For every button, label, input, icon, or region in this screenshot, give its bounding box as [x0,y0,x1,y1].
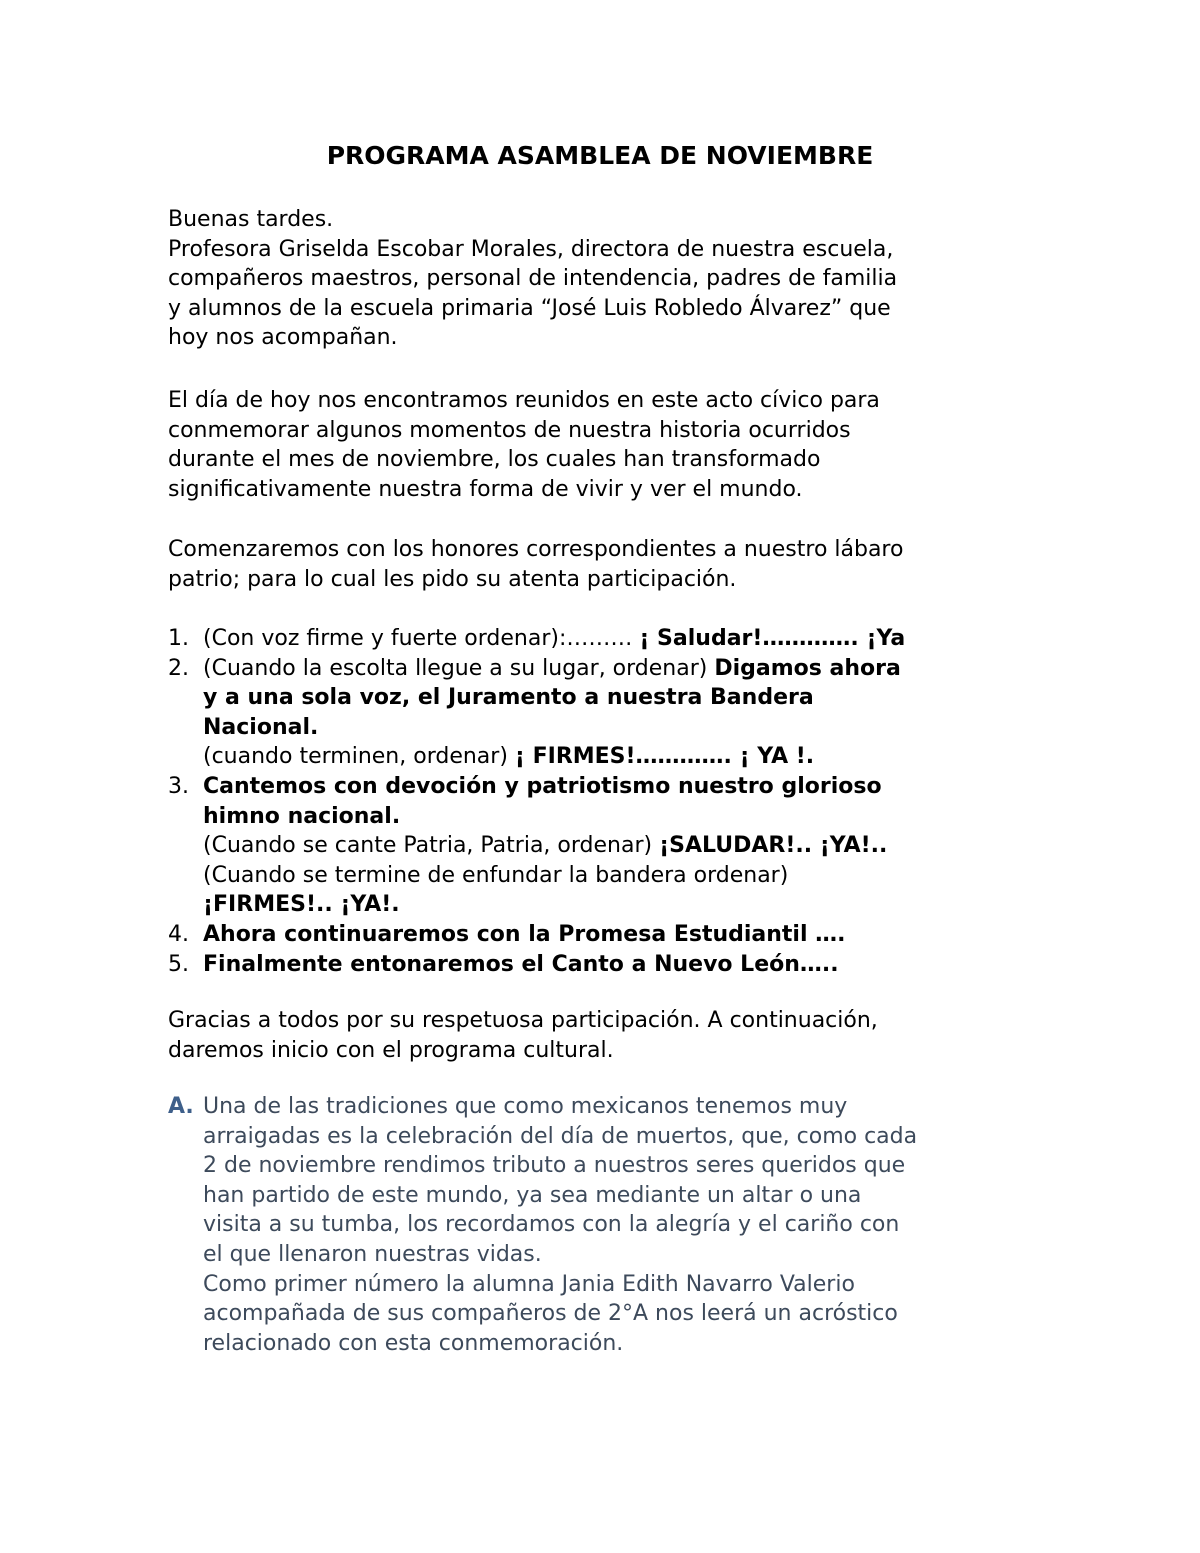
step-command: Cantemos con devoción y patriotismo nuestro glorioso [203,773,882,799]
step-instruction: (Con voz firme y fuerte ordenar):……… [203,626,640,651]
greeting-line: hoy nos acompañan. [168,325,398,350]
step-number: 1. [168,626,189,651]
section-a-line: han partido de este mundo, ya sea mediante un altar o una [203,1182,862,1208]
greeting-paragraph [168,205,1048,353]
thanks-line: Gracias a todos por su respetuosa participación. A continuación, [168,1008,878,1033]
greeting-line: Buenas tardes. [168,207,334,232]
step-instruction: (cuando terminen, ordenar) [203,744,515,770]
honors-line: Comenzaremos con los honores correspondientes a nuestro lábaro [168,537,904,562]
step-number: 3. [168,773,189,799]
step-command: ¡ FIRMES!…………. ¡ YA !. [514,744,815,770]
document-title: PROGRAMA ASAMBLEA DE NOVIEMBRE [326,141,874,170]
thanks-line: daremos inicio con el programa cultural. [168,1037,614,1063]
intro-line: conmemorar algunos momentos de nuestra historia ocurridos [168,417,851,443]
list-item [168,920,1068,950]
section-a-line: Una de las tradiciones que como mexicanos tenemos muy [203,1094,848,1119]
section-a-line: visita a su tumba, los recordamos con la alegría y el cariño con [203,1212,900,1238]
greeting-line: compañeros maestros, personal de intendencia, padres de familia [168,266,898,291]
section-a [168,1092,1068,1358]
list-item [168,772,1068,920]
intro-line: significativamente nuestra forma de vivir y ver el mundo. [168,476,803,502]
greeting-line: Profesora Griselda Escobar Morales, directora de nuestra escuela, [168,236,894,262]
step-command: Digamos ahora [714,655,901,681]
section-letter: A. [168,1094,194,1119]
section-a-line: arraigadas es la celebración del día de muertos, que, como cada [203,1123,918,1149]
honors-paragraph [168,535,1048,594]
section-a-line: acompañada de sus compañeros de 2°A nos leerá un acróstico [203,1301,898,1327]
ceremony-steps-list [168,624,1068,979]
step-command: himno nacional. [203,803,401,829]
step-command: y a una sola voz, el Juramento a nuestra Bandera [203,685,814,711]
step-command: ¡FIRMES!.. ¡YA!. [203,892,400,918]
step-command: ¡SALUDAR!.. ¡YA!.. [659,833,888,859]
list-item [168,624,1068,654]
step-number: 4. [168,921,189,947]
step-command: Finalmente entonaremos el Canto a Nuevo León….. [203,951,839,977]
step-instruction: (Cuando la escolta llegue a su lugar, ordenar) [203,655,715,681]
honors-line: patrio; para lo cual les pido su atenta participación. [168,566,737,592]
section-a-line: relacionado con esta conmemoración. [203,1330,624,1356]
step-command: Nacional. [203,714,319,740]
section-a-line: el que llenaron nuestras vidas. [203,1241,542,1267]
intro-paragraph [168,386,1048,504]
list-item [168,654,1068,772]
intro-line: durante el mes de noviembre, los cuales han transformado [168,447,821,472]
section-a-line: 2 de noviembre rendimos tributo a nuestros seres queridos que [203,1153,906,1179]
step-command: ¡ Saludar!…………. ¡Ya [639,626,906,651]
step-command: Ahora continuaremos con la Promesa Estudiantil …. [203,921,846,947]
step-number: 2. [168,655,189,681]
intro-line: El día de hoy nos encontramos reunidos en este acto cívico para [168,388,880,413]
section-a-line: Como primer número la alumna Jania Edith Navarro Valerio [203,1271,855,1297]
thanks-paragraph [168,1006,1048,1065]
step-number: 5. [168,951,189,977]
list-item [168,950,1068,980]
step-instruction: (Cuando se cante Patria, Patria, ordenar) [203,833,660,859]
step-instruction: (Cuando se termine de enfundar la bandera ordenar) [203,862,789,888]
greeting-line: y alumnos de la escuela primaria “José Luis Robledo Álvarez” que [168,295,891,321]
